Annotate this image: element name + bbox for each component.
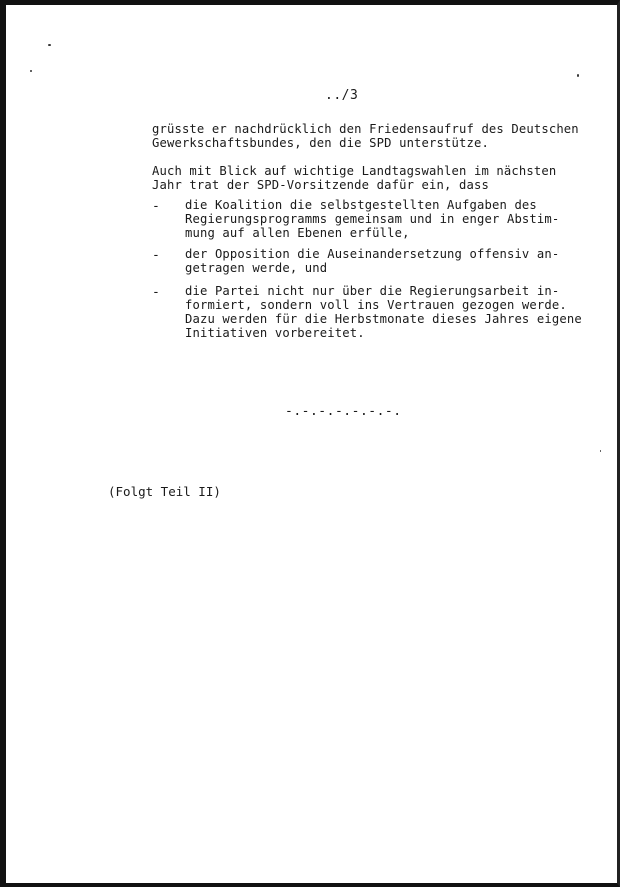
bullet-2-line-2: getragen werde, und	[185, 261, 328, 275]
bullet-1-line-3: mung auf allen Ebenen erfülle,	[185, 226, 410, 240]
bullet-3-line-4: Initiativen vorbereitet.	[185, 326, 365, 340]
bullet-2-line-1: der Opposition die Auseinandersetzung offensiv an-	[185, 247, 560, 261]
bullet-3-line-1: die Partei nicht nur über die Regierungsarbeit in-	[185, 284, 560, 298]
bullet-3-line-2: formiert, sondern voll ins Vertrauen gezogen werde.	[185, 298, 567, 312]
page-marker: ../3	[325, 88, 359, 103]
bullet-dash: -	[152, 285, 160, 300]
bullet-dash: -	[152, 199, 160, 214]
scan-speck	[48, 44, 51, 46]
paragraph-1-line-1: grüsste er nachdrücklich den Friedensaufruf des Deutschen	[152, 122, 579, 136]
paragraph-2-line-2: Jahr trat der SPD-Vorsitzende dafür ein, dass	[152, 178, 489, 192]
bullet-dash: -	[152, 248, 160, 263]
continuation-note: (Folgt Teil II)	[108, 484, 221, 499]
scan-speck	[577, 74, 579, 77]
bullet-3-line-3: Dazu werden für die Herbstmonate dieses Jahres eigene	[185, 312, 582, 326]
bullet-1-line-2: Regierungsprogramms gemeinsam und in enger Abstim-	[185, 212, 560, 226]
bullet-1-line-1: die Koalition die selbstgestellten Aufgaben des	[185, 198, 537, 212]
scan-speck	[30, 70, 32, 72]
scan-speck	[600, 450, 601, 452]
paragraph-2-line-1: Auch mit Blick auf wichtige Landtagswahlen im nächsten	[152, 164, 557, 178]
section-separator: -.-.-.-.-.-.-.	[285, 404, 402, 419]
paragraph-1-line-2: Gewerkschaftsbundes, den die SPD unterstütze.	[152, 136, 489, 150]
